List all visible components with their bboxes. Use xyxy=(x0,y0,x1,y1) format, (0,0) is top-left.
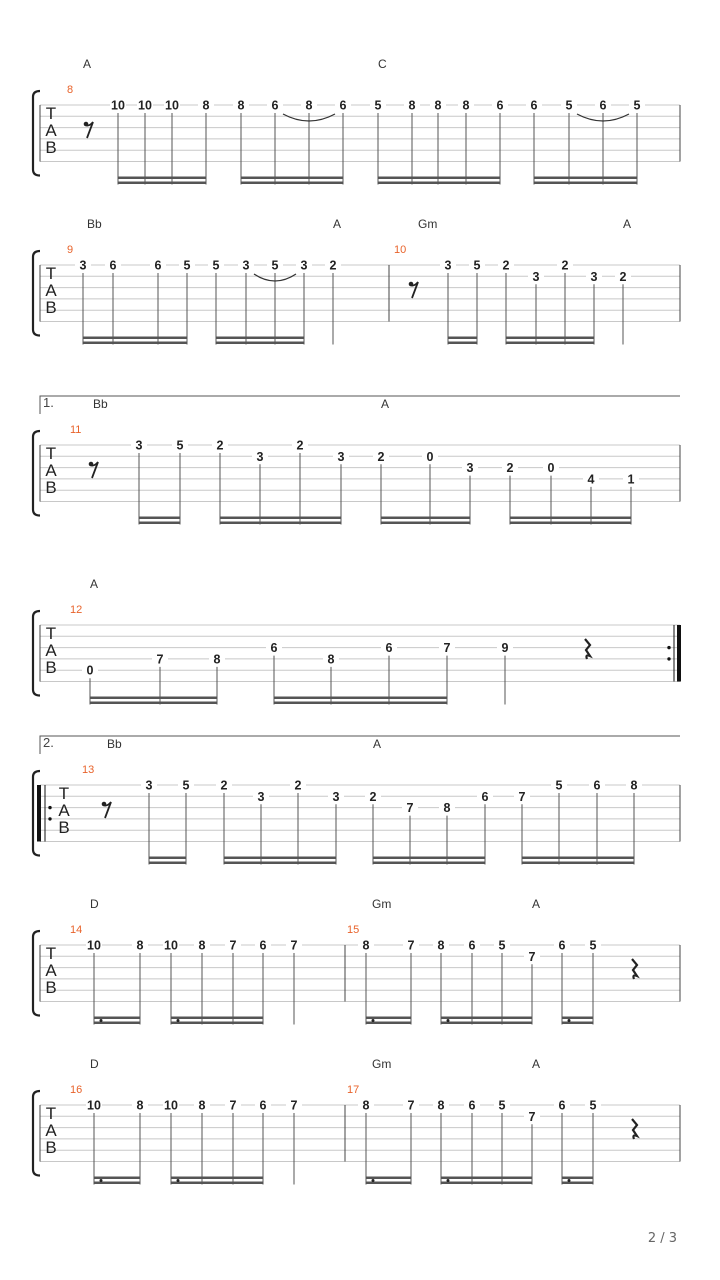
beam xyxy=(171,1182,263,1185)
beam xyxy=(274,697,447,700)
beam xyxy=(441,1022,532,1025)
tab-clef-letter: B xyxy=(45,978,57,997)
eighth-rest-icon xyxy=(89,462,94,467)
measure-number: 9 xyxy=(67,244,74,256)
repeat-dot xyxy=(667,657,670,660)
volta-label: 1. xyxy=(43,395,54,410)
fret-number: 6 xyxy=(599,98,607,113)
fret-number: 10 xyxy=(164,938,178,953)
fret-number: 5 xyxy=(176,438,184,453)
tab-clef-letter: T xyxy=(45,1104,57,1123)
beam xyxy=(562,1177,593,1180)
beam xyxy=(139,522,180,525)
tab-clef-letter: A xyxy=(45,641,57,660)
chord-name: Bb xyxy=(93,397,108,411)
tab-clef-letter: T xyxy=(45,444,57,463)
rhythm-dot xyxy=(568,1019,571,1022)
beam xyxy=(220,517,341,520)
fret-number: 5 xyxy=(589,1098,597,1113)
rhythm-dot xyxy=(177,1179,180,1182)
fret-number: 10 xyxy=(87,938,101,953)
chord-name: Gm xyxy=(418,217,438,231)
fret-number: 5 xyxy=(498,1098,506,1113)
fret-number: 7 xyxy=(229,1098,237,1113)
fret-number: 2 xyxy=(220,778,228,793)
fret-number: 0 xyxy=(86,663,94,678)
chord-name: Gm xyxy=(372,897,392,911)
tab-clef-letter: A xyxy=(58,801,70,820)
fret-number: 3 xyxy=(444,258,452,273)
rhythm-dot xyxy=(447,1179,450,1182)
rhythm-dot xyxy=(100,1019,103,1022)
beam xyxy=(216,337,304,340)
beam xyxy=(378,177,500,180)
fret-number: 7 xyxy=(528,1109,536,1124)
fret-number: 10 xyxy=(138,98,152,113)
beam xyxy=(224,857,336,860)
fret-number: 5 xyxy=(182,778,190,793)
beam xyxy=(441,1182,532,1185)
chord-name: D xyxy=(90,1057,99,1071)
fret-number: 2 xyxy=(296,438,304,453)
fret-number: 5 xyxy=(473,258,481,273)
fret-number: 8 xyxy=(434,98,442,113)
tab-clef-letter: T xyxy=(45,944,57,963)
measure-number: 8 xyxy=(67,84,74,96)
fret-number: 8 xyxy=(437,938,445,953)
beam xyxy=(378,182,500,185)
fret-number: 6 xyxy=(468,1098,476,1113)
repeat-dot xyxy=(48,817,51,820)
beam xyxy=(534,177,637,180)
fret-number: 6 xyxy=(385,641,393,656)
fret-number: 5 xyxy=(633,98,641,113)
beam xyxy=(149,862,186,865)
fret-number: 5 xyxy=(565,98,573,113)
chord-name: D xyxy=(90,897,99,911)
rhythm-dot xyxy=(372,1179,375,1182)
beam xyxy=(522,862,634,865)
tab-clef-letter: B xyxy=(45,138,57,157)
fret-number: 8 xyxy=(213,652,221,667)
system-bracket xyxy=(33,931,40,1016)
fret-number: 3 xyxy=(256,449,264,464)
tab-system xyxy=(33,217,680,345)
tab-system xyxy=(33,395,680,525)
beam xyxy=(562,1017,593,1020)
measure-number: 16 xyxy=(70,1084,83,1096)
beam xyxy=(216,342,304,345)
fret-number: 7 xyxy=(407,938,415,953)
fret-number: 3 xyxy=(145,778,153,793)
fret-number: 8 xyxy=(362,1098,370,1113)
fret-number: 3 xyxy=(242,258,250,273)
fret-number: 10 xyxy=(111,98,125,113)
fret-number: 0 xyxy=(547,461,555,476)
tab-clef-letter: A xyxy=(45,461,57,480)
fret-number: 9 xyxy=(501,641,509,656)
fret-number: 8 xyxy=(437,1098,445,1113)
volta-label: 2. xyxy=(43,735,54,750)
tab-system xyxy=(33,57,680,185)
rhythm-dot xyxy=(447,1019,450,1022)
fret-number: 3 xyxy=(337,449,345,464)
fret-number: 7 xyxy=(407,1098,415,1113)
fret-number: 2 xyxy=(369,789,377,804)
eighth-rest-icon xyxy=(102,802,107,807)
quarter-rest-icon xyxy=(585,639,590,659)
beam xyxy=(118,177,206,180)
rhythm-dot xyxy=(177,1019,180,1022)
fret-number: 6 xyxy=(259,938,267,953)
beam xyxy=(171,1022,263,1025)
tab-system xyxy=(33,735,680,865)
measure-number: 17 xyxy=(347,1084,360,1096)
beam xyxy=(366,1017,411,1020)
fret-number: 6 xyxy=(154,258,162,273)
fret-number: 7 xyxy=(518,789,526,804)
fret-number: 6 xyxy=(558,938,566,953)
fret-number: 10 xyxy=(87,1098,101,1113)
fret-number: 6 xyxy=(271,98,279,113)
chord-name: A xyxy=(83,57,92,71)
fret-number: 6 xyxy=(270,641,278,656)
chord-name: A xyxy=(333,217,342,231)
fret-number: 7 xyxy=(290,1098,298,1113)
fret-number: 6 xyxy=(558,1098,566,1113)
beam xyxy=(373,862,485,865)
fret-number: 3 xyxy=(257,789,265,804)
repeat-dot xyxy=(667,646,670,649)
tab-clef-letter: T xyxy=(45,104,57,123)
tab-clef-letter: T xyxy=(45,264,57,283)
tab-clef-letter: A xyxy=(45,1121,57,1140)
tab-clef-letter: B xyxy=(45,658,57,677)
fret-number: 7 xyxy=(290,938,298,953)
measure-number: 14 xyxy=(70,924,83,936)
fret-number: 7 xyxy=(156,652,164,667)
beam xyxy=(118,182,206,185)
fret-number: 1 xyxy=(627,472,635,487)
chord-name: C xyxy=(378,57,387,71)
tab-clef-letter: T xyxy=(58,784,70,803)
fret-number: 2 xyxy=(294,778,302,793)
repeat-dot xyxy=(48,806,51,809)
page-number: 2 / 3 xyxy=(647,1231,677,1246)
rhythm-dot xyxy=(100,1179,103,1182)
measure-number: 12 xyxy=(70,604,83,616)
fret-number: 3 xyxy=(466,461,474,476)
beam xyxy=(448,342,477,345)
fret-number: 8 xyxy=(408,98,416,113)
quarter-rest-icon xyxy=(632,959,637,979)
repeat-start-thick-bar xyxy=(37,785,41,842)
tab-clef-letter: B xyxy=(45,1138,57,1157)
chord-name: Gm xyxy=(372,1057,392,1071)
rhythm-dot xyxy=(568,1179,571,1182)
tab-clef-letter: B xyxy=(45,298,57,317)
fret-number: 6 xyxy=(593,778,601,793)
fret-number: 6 xyxy=(259,1098,267,1113)
fret-number: 2 xyxy=(506,461,514,476)
fret-number: 2 xyxy=(502,258,510,273)
system-bracket xyxy=(33,431,40,516)
beam xyxy=(534,182,637,185)
fret-number: 8 xyxy=(136,1098,144,1113)
beam xyxy=(90,702,217,705)
beam xyxy=(90,697,217,700)
beam xyxy=(241,177,343,180)
system-bracket xyxy=(33,611,40,696)
fret-number: 0 xyxy=(426,449,434,464)
eighth-rest-icon xyxy=(84,122,89,127)
fret-number: 2 xyxy=(561,258,569,273)
tab-system xyxy=(33,897,680,1025)
fret-number: 7 xyxy=(406,801,414,816)
beam xyxy=(171,1177,263,1180)
fret-number: 5 xyxy=(271,258,279,273)
fret-number: 6 xyxy=(496,98,504,113)
measure-number: 15 xyxy=(347,924,360,936)
fret-number: 6 xyxy=(468,938,476,953)
beam xyxy=(562,1182,593,1185)
repeat-end-thick-bar xyxy=(677,625,681,682)
fret-number: 5 xyxy=(212,258,220,273)
chord-name: Bb xyxy=(107,737,122,751)
beam xyxy=(562,1022,593,1025)
fret-number: 2 xyxy=(377,449,385,464)
beam xyxy=(373,857,485,860)
fret-number: 8 xyxy=(630,778,638,793)
fret-number: 3 xyxy=(332,789,340,804)
beam xyxy=(441,1177,532,1180)
beam xyxy=(506,342,594,345)
chord-name: A xyxy=(381,397,390,411)
fret-number: 6 xyxy=(530,98,538,113)
fret-number: 8 xyxy=(327,652,335,667)
tab-clef-letter: B xyxy=(58,818,70,837)
beam xyxy=(274,702,447,705)
tab-clef-letter: B xyxy=(45,478,57,497)
eighth-rest-icon xyxy=(409,282,414,287)
fret-number: 4 xyxy=(587,472,595,487)
beam xyxy=(83,342,187,345)
tab-clef-letter: T xyxy=(45,624,57,643)
beam xyxy=(224,862,336,865)
fret-number: 3 xyxy=(135,438,143,453)
beam xyxy=(83,337,187,340)
chord-name: A xyxy=(623,217,632,231)
measure-number: 10 xyxy=(394,244,407,256)
beam xyxy=(94,1177,140,1180)
fret-number: 7 xyxy=(443,641,451,656)
volta-bracket xyxy=(40,736,680,754)
beam xyxy=(510,517,631,520)
fret-number: 6 xyxy=(339,98,347,113)
fret-number: 10 xyxy=(165,98,179,113)
tab-clef-letter: A xyxy=(45,121,57,140)
fret-number: 5 xyxy=(589,938,597,953)
fret-number: 8 xyxy=(237,98,245,113)
tab-clef-letter: A xyxy=(45,961,57,980)
chord-name: A xyxy=(532,897,541,911)
tab-system xyxy=(33,1057,680,1185)
fret-number: 3 xyxy=(79,258,87,273)
fret-number: 8 xyxy=(362,938,370,953)
fret-number: 2 xyxy=(329,258,337,273)
fret-number: 7 xyxy=(229,938,237,953)
fret-number: 6 xyxy=(481,789,489,804)
rhythm-dot xyxy=(372,1019,375,1022)
beam xyxy=(448,337,477,340)
beam xyxy=(241,182,343,185)
fret-number: 8 xyxy=(443,801,451,816)
fret-number: 2 xyxy=(619,269,627,284)
tab-system xyxy=(33,577,681,705)
fret-number: 2 xyxy=(216,438,224,453)
beam xyxy=(366,1177,411,1180)
measure-number: 11 xyxy=(70,424,82,436)
chord-name: A xyxy=(373,737,382,751)
beam xyxy=(506,337,594,340)
chord-name: Bb xyxy=(87,217,102,231)
system-bracket xyxy=(33,1091,40,1176)
measure-number: 13 xyxy=(82,764,95,776)
beam xyxy=(381,517,470,520)
fret-number: 5 xyxy=(374,98,382,113)
fret-number: 8 xyxy=(198,1098,206,1113)
fret-number: 8 xyxy=(202,98,210,113)
beam xyxy=(381,522,470,525)
beam xyxy=(522,857,634,860)
chord-name: A xyxy=(532,1057,541,1071)
fret-number: 8 xyxy=(305,98,313,113)
beam xyxy=(94,1017,140,1020)
fret-number: 5 xyxy=(555,778,563,793)
tab-clef-letter: A xyxy=(45,281,57,300)
system-bracket xyxy=(33,91,40,176)
quarter-rest-icon xyxy=(632,1119,637,1139)
fret-number: 5 xyxy=(183,258,191,273)
fret-number: 8 xyxy=(198,938,206,953)
fret-number: 5 xyxy=(498,938,506,953)
fret-number: 7 xyxy=(528,949,536,964)
beam xyxy=(139,517,180,520)
fret-number: 3 xyxy=(590,269,598,284)
system-bracket xyxy=(33,251,40,336)
beam xyxy=(149,857,186,860)
fret-number: 3 xyxy=(532,269,540,284)
beam xyxy=(510,522,631,525)
fret-number: 3 xyxy=(300,258,308,273)
beam xyxy=(220,522,341,525)
beam xyxy=(441,1017,532,1020)
fret-number: 8 xyxy=(136,938,144,953)
chord-name: A xyxy=(90,577,99,591)
volta-bracket xyxy=(40,396,680,414)
fret-number: 8 xyxy=(462,98,470,113)
fret-number: 6 xyxy=(109,258,117,273)
beam xyxy=(171,1017,263,1020)
fret-number: 10 xyxy=(164,1098,178,1113)
